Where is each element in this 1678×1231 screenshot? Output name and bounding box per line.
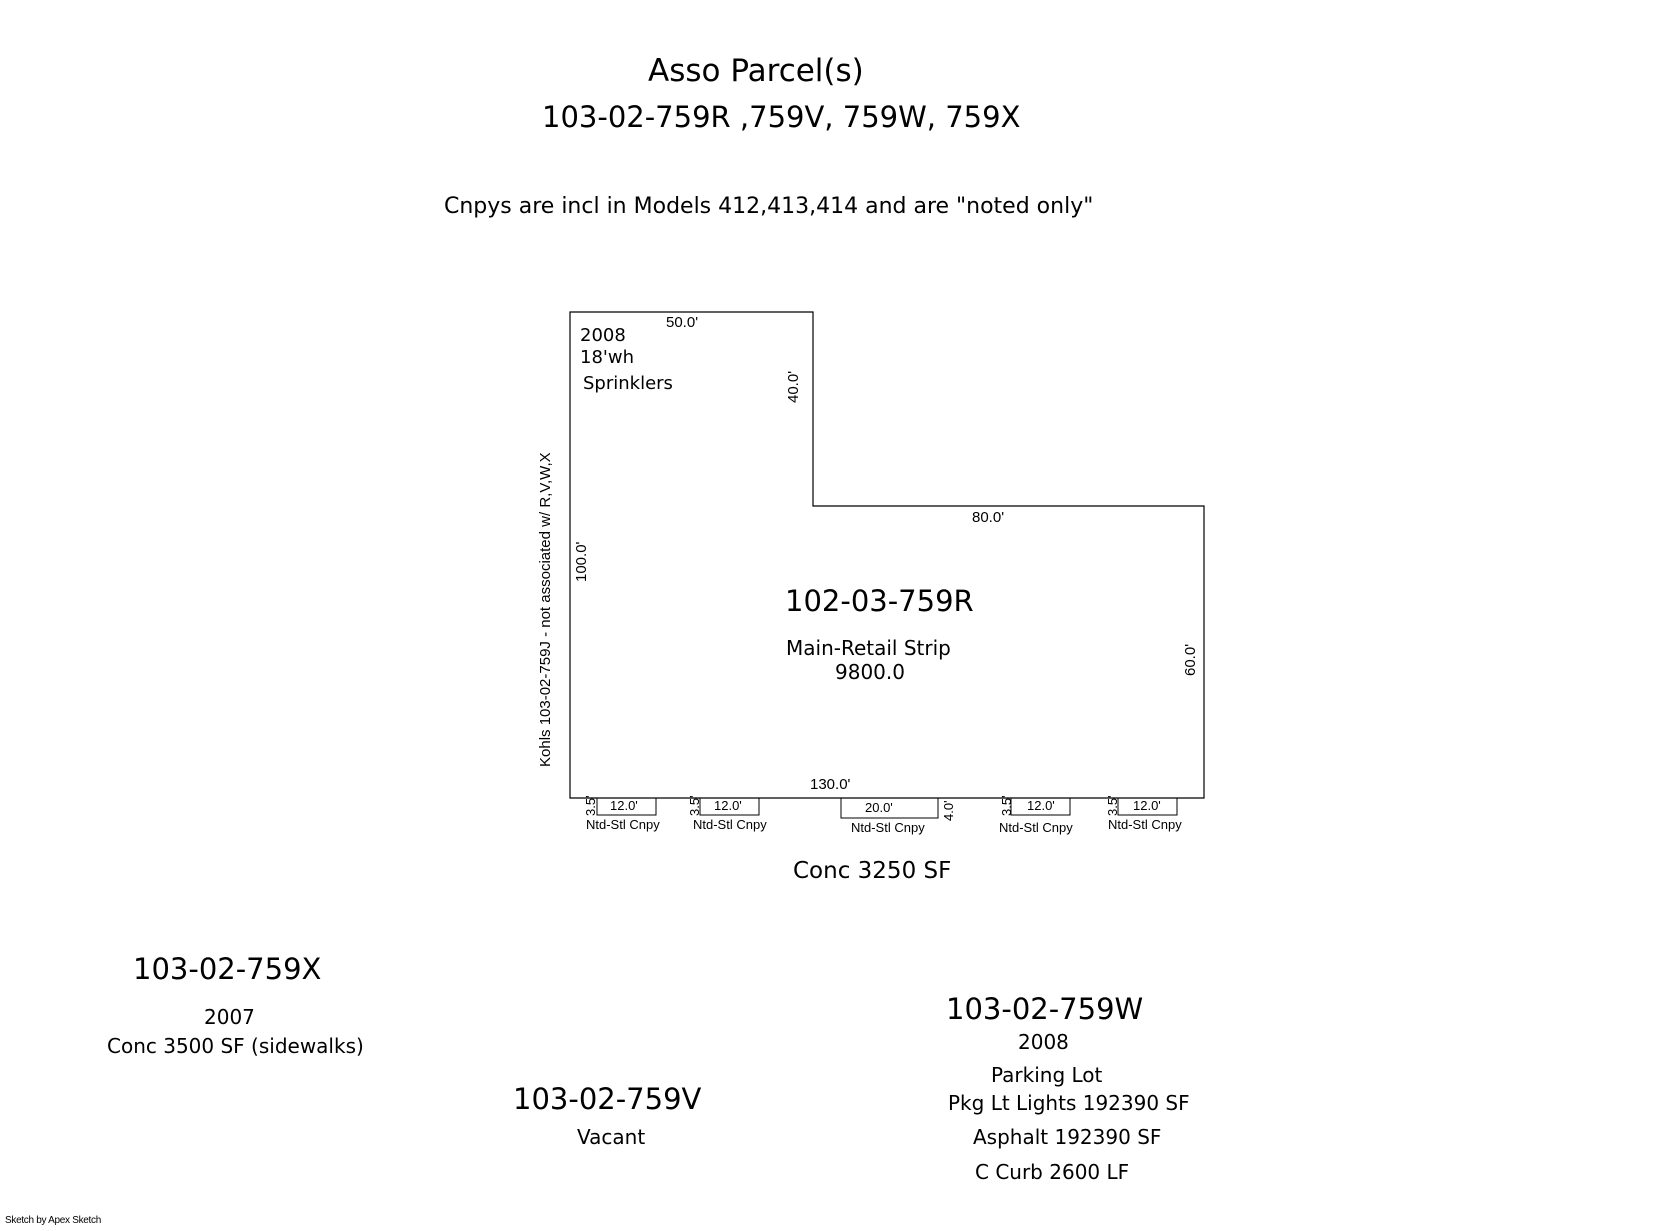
building-feature: Sprinklers xyxy=(583,373,673,394)
parcel-list: 103-02-759R ,759V, 759W, 759X xyxy=(542,100,1021,134)
page-title: Asso Parcel(s) xyxy=(648,53,864,89)
parcel-v-id: 103-02-759V xyxy=(513,1082,702,1116)
canopy-2-depth: 3.5' xyxy=(687,795,702,816)
parcel-x-id: 103-02-759X xyxy=(133,952,322,986)
parcel-v-desc: Vacant xyxy=(577,1125,646,1149)
parcel-w-line-1: Parking Lot xyxy=(991,1063,1103,1087)
canopy-4-label: Ntd-Stl Cnpy xyxy=(999,820,1073,835)
canopy-1-width: 12.0' xyxy=(610,798,638,813)
canopy-1-depth: 3.5' xyxy=(583,795,598,816)
parcel-x-year: 2007 xyxy=(204,1005,255,1029)
canopy-5-depth: 3.5' xyxy=(1105,795,1120,816)
parcel-w-line-2: Pkg Lt Lights 192390 SF xyxy=(948,1091,1190,1115)
canopy-2-width: 12.0' xyxy=(714,798,742,813)
canopy-3-depth: 4.0' xyxy=(941,800,956,821)
dim-inner-horizontal: 80.0' xyxy=(972,509,1005,526)
canopy-5-width: 12.0' xyxy=(1133,798,1161,813)
building-area: 9800.0 xyxy=(835,660,905,684)
canopy-3-width: 20.0' xyxy=(865,800,893,815)
canopy-4-depth: 3.5' xyxy=(999,795,1014,816)
parcel-w-year: 2008 xyxy=(1018,1030,1069,1054)
dim-left: 100.0' xyxy=(573,541,590,582)
parcel-w-id: 103-02-759W xyxy=(946,992,1144,1026)
dim-right: 60.0' xyxy=(1182,643,1199,676)
parcel-w-line-3: Asphalt 192390 SF xyxy=(973,1125,1162,1149)
parcel-w-line-4: C Curb 2600 LF xyxy=(975,1160,1130,1184)
dim-inner-vertical: 40.0' xyxy=(785,370,802,403)
footer-credit: Sketch by Apex Sketch xyxy=(5,1215,101,1226)
concrete-label: Conc 3250 SF xyxy=(793,858,952,884)
parcel-x-desc: Conc 3500 SF (sidewalks) xyxy=(107,1034,364,1058)
canopy-2-label: Ntd-Stl Cnpy xyxy=(693,817,767,832)
dim-bottom: 130.0' xyxy=(810,776,851,793)
building-parcel-id: 102-03-759R xyxy=(785,584,974,618)
canopy-1-label: Ntd-Stl Cnpy xyxy=(586,817,660,832)
canopy-3-label: Ntd-Stl Cnpy xyxy=(851,820,925,835)
canopy-note: Cnpys are incl in Models 412,413,414 and are "noted only" xyxy=(444,194,1094,219)
building-year: 2008 xyxy=(580,325,626,346)
dim-top: 50.0' xyxy=(666,314,699,331)
canopy-5-label: Ntd-Stl Cnpy xyxy=(1108,817,1182,832)
building-wall-height: 18'wh xyxy=(580,347,634,368)
canopy-4-width: 12.0' xyxy=(1027,798,1055,813)
building-use: Main-Retail Strip xyxy=(786,636,951,660)
kohls-side-note: Kohls 103-02-759J - not associated w/ R,V,W,X xyxy=(537,452,554,767)
